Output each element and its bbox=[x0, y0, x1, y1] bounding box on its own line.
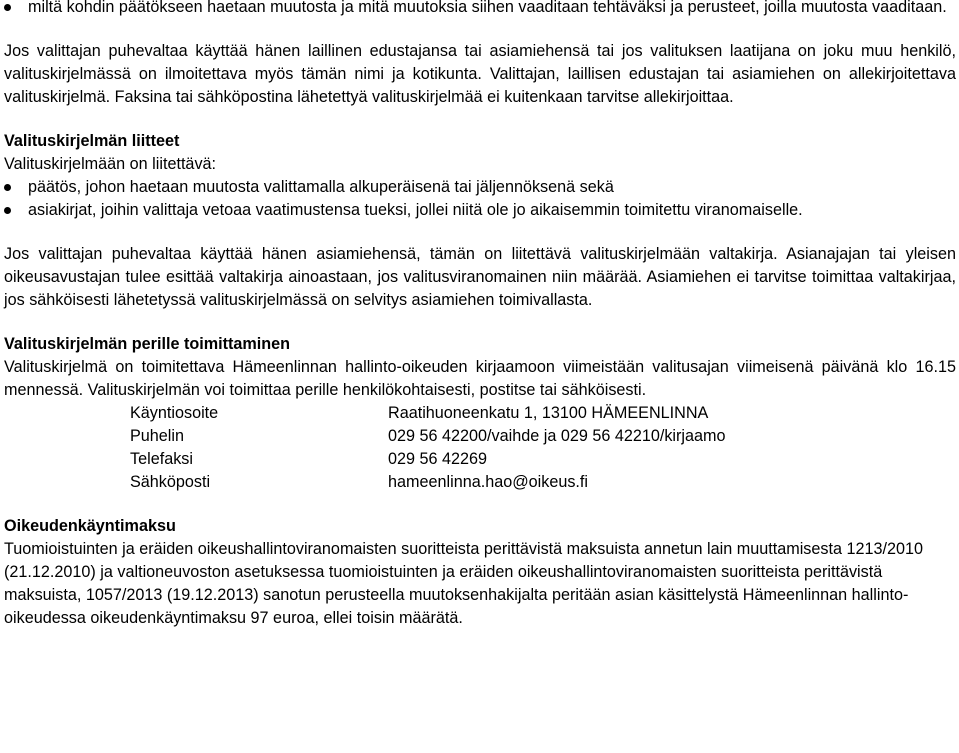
top-bullet-list bbox=[4, 0, 956, 19]
bullet-icon bbox=[4, 4, 11, 11]
attachments-intro: Valituskirjelmään on liitettävä: bbox=[4, 155, 217, 173]
document-page bbox=[4, 0, 956, 630]
list-item bbox=[4, 0, 956, 19]
attachments-heading: Valituskirjelmän liitteet bbox=[4, 132, 180, 150]
table-row bbox=[130, 448, 726, 471]
delivery-heading: Valituskirjelmän perille toimittaminen bbox=[4, 335, 291, 353]
contact-value: 029 56 42200/vaihde ja 029 56 42210/kirjaamo bbox=[388, 427, 726, 445]
power-of-attorney-paragraph: Jos valittajan puhevaltaa käyttää hänen asiamiehensä, tämän on liitettävä valituskirjelmään valtakirja. Asianajajan tai yleisen oikeusavustajan tulee esittää valtakirja ainoastaan, jos valitusviranomainen niin määrää. Asiamiehen ei tarvitse toimittaa valtakirjaa, jos sähköisesti lähetetyssä valituskirjelmässä on selvitys asiamiehen toimivallasta. bbox=[4, 245, 956, 309]
contact-value: hameenlinna.hao@oikeus.fi bbox=[388, 473, 589, 491]
contact-table bbox=[130, 402, 726, 494]
table-row bbox=[130, 402, 726, 425]
list-item bbox=[4, 199, 956, 222]
list-item bbox=[4, 176, 956, 199]
bullet-icon bbox=[4, 184, 11, 191]
list-item-text: asiakirjat, joihin valittaja vetoaa vaatimustensa tueksi, jollei niitä ole jo aikaisemmin toimitettu viranomaiselle. bbox=[28, 201, 803, 219]
list-item-text: päätös, johon haetaan muutosta valittamalla alkuperäisenä tai jäljennöksenä sekä bbox=[28, 178, 614, 196]
contact-label: Telefaksi bbox=[130, 450, 193, 468]
table-row bbox=[130, 471, 726, 494]
fee-heading: Oikeudenkäyntimaksu bbox=[4, 517, 176, 535]
contact-label: Käyntiosoite bbox=[130, 404, 219, 422]
bullet-icon bbox=[4, 207, 11, 214]
attachments-list bbox=[4, 176, 956, 222]
contact-label: Sähköposti bbox=[130, 473, 211, 491]
representative-paragraph: Jos valittajan puhevaltaa käyttää hänen laillinen edustajansa tai asiamiehensä tai jos valituksen laatijana on joku muu henkilö, valituskirjelmässä on ilmoitettava myös tämän nimi ja kotikunta. Valittajan, laillisen edustajan tai asiamiehen on allekirjoitettava valituskirjelmä. Faksina tai sähköpostina lähetettyä valituskirjelmää ei kuitenkaan tarvitse allekirjoittaa. bbox=[4, 42, 956, 106]
table-row bbox=[130, 425, 726, 448]
list-item-text: miltä kohdin päätökseen haetaan muutosta ja mitä muutoksia siihen vaaditaan tehtäväksi ja perusteet, joilla muutosta vaaditaan. bbox=[28, 0, 947, 16]
contact-value: 029 56 42269 bbox=[388, 450, 488, 468]
fee-paragraph: Tuomioistuinten ja eräiden oikeushallintoviranomaisten suoritteista perittävistä maksuista annetun lain muuttamisesta 1213/2010 (21.12.2010) ja valtioneuvoston asetuksessa tuomioistuinten ja eräiden oikeushallintoviranomaisten suoritteista perittävistä maksuista, 1057/2013 (19.12.2013) sanotun perusteella muutoksenhakijalta peritään asian käsittelystä Hämeenlinnan hallinto-oikeudessa oikeudenkäyntimaksu 97 euroa, ellei toisin määrätä. bbox=[4, 540, 924, 627]
contact-label: Puhelin bbox=[130, 427, 185, 445]
contact-value: Raatihuoneenkatu 1, 13100 HÄMEENLINNA bbox=[388, 404, 709, 422]
delivery-paragraph: Valituskirjelmä on toimitettava Hämeenlinnan hallinto-oikeuden kirjaamoon viimeistään valitusajan viimeisenä päivänä klo 16.15 mennessä. Valituskirjelmän voi toimittaa perille henkilökohtaisesti, postitse tai sähköisesti. bbox=[4, 358, 956, 399]
